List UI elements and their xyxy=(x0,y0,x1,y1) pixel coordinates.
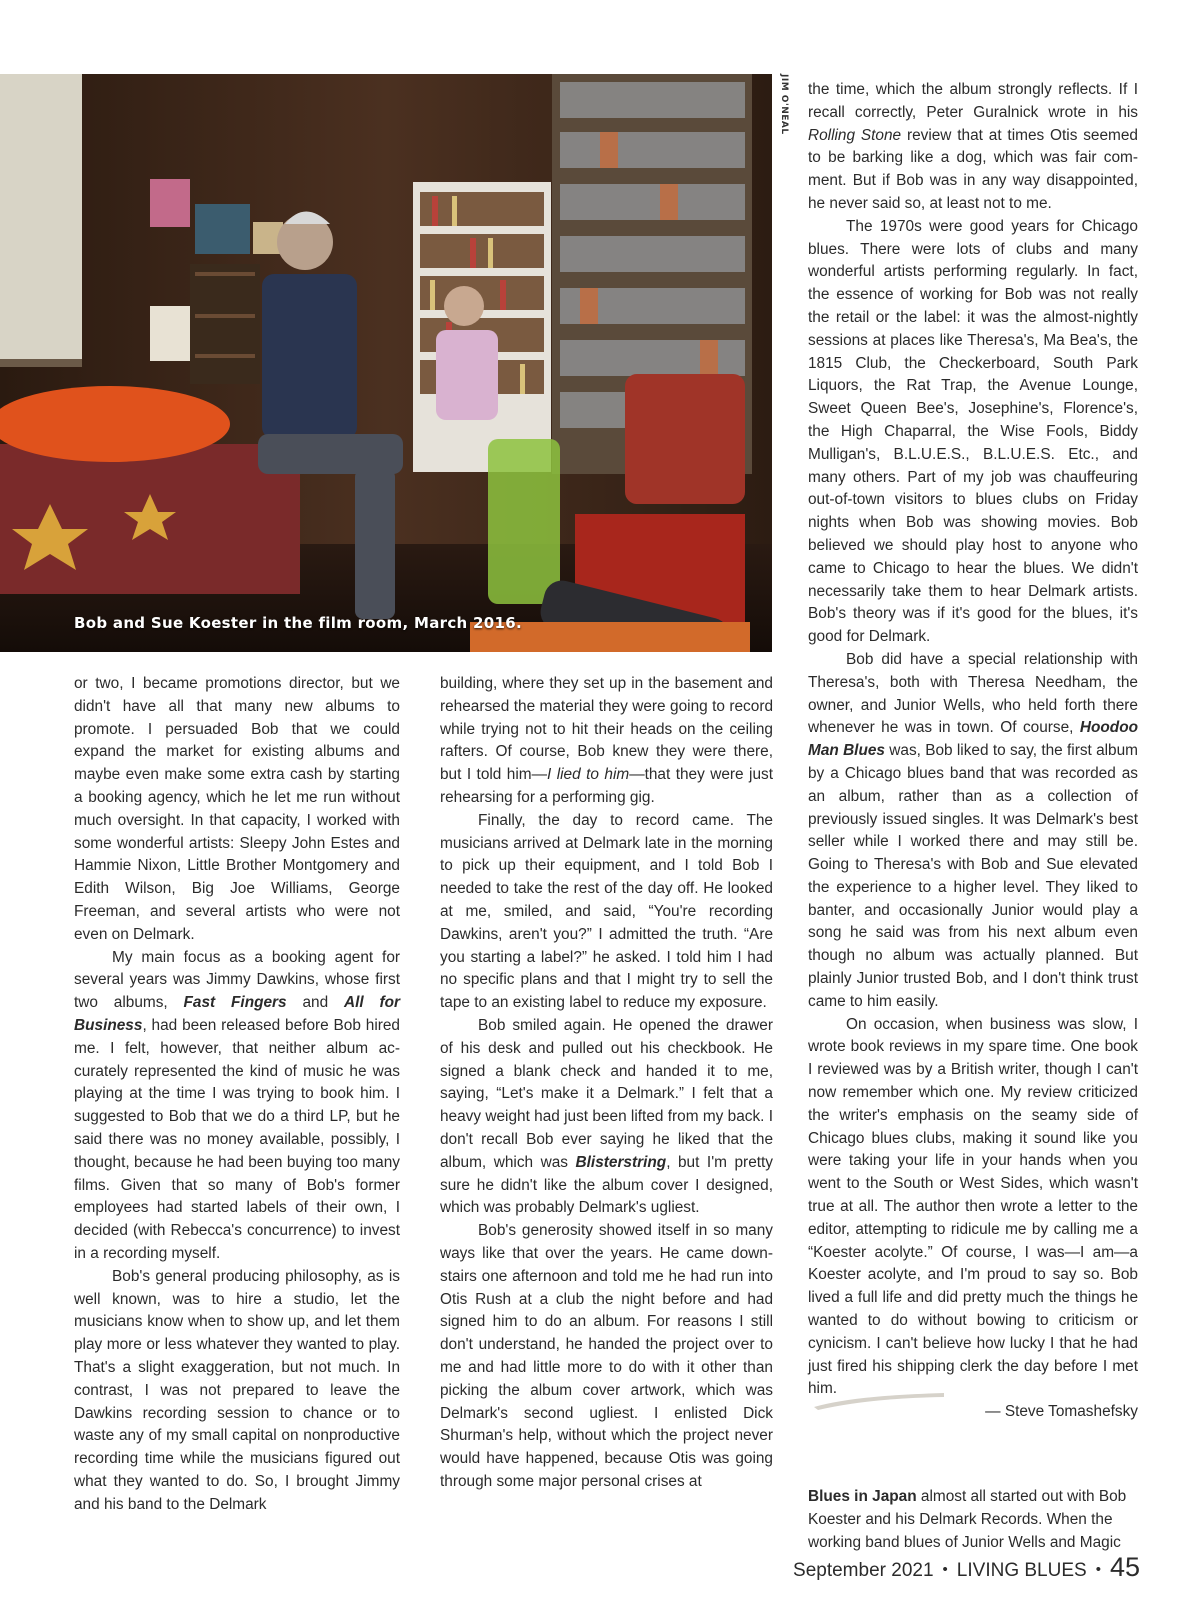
page-number: 45 xyxy=(1109,1552,1140,1582)
film-room-photo-image xyxy=(0,74,772,652)
text-span: , had been released before Bob hired me. I felt, however, that neither album accurately represented the kind of music he was playing at the time I was trying to book him. I suggested to Bob that we do a third LP, but he said there was no money available, possibly, I thought, because he had been buying too many films. Given that so many of Bob's former employees had started labels of their own, I decided (with Rebecca's concurrence) to invest in a recording myself. xyxy=(74,1016,400,1262)
col3-paragraph-1 xyxy=(808,79,1138,216)
text-span: was, Bob liked to say, the first album by a Chicago blues band that was recorded as an album, rather than as a collection of previously issued singles. It was Delmark's best seller while I worked there and may still be. Going to Theresa's with Bob and Sue elevated the experience to a higher level. They liked to banter, and occasionally Junior would play a song he said was from his next album even though no album was actually planned. But plainly Junior trusted Bob, and I don't think trust came to him easily. xyxy=(808,742,1138,1010)
section-spacer xyxy=(808,1424,1138,1486)
author-signature: — Steve Tomashefsky xyxy=(985,1403,1138,1421)
text-span: Bob did have a special relationship with Theresa's, both with Theresa Needham, the owner, and Junior Wells, who held forth there whenever he was in town. Of course, xyxy=(808,650,1138,737)
album-title-fast-fingers: Fast Fingers xyxy=(183,994,287,1012)
text-span: My main focus as a booking agent for several years was Jimmy Dawkins, whose first two albums, xyxy=(74,948,400,1012)
col2-paragraph-2: Finally, the day to record came. The musicians arrived at Delmark late in the morning to pick up their equipment, and I told Bob I needed to take the rest of the day off. He looked at me, smiled, and said, “You're recording Dawkins, aren't you?” I admitted the truth. “Are you starting a label?” he asked. I told him I had no specific plans and that I might try to sell the tape to an existing label to reduce my exposure. xyxy=(440,811,773,1012)
text-span: almost all started out with Bob Koester and his Delmark Records. When the working band blues of Junior Wells and Magic xyxy=(808,1488,1127,1551)
text-span: the time, which the album strongly reflects. If I recall correctly, Peter Guralnick wrote in his xyxy=(808,81,1138,121)
text-span: building, where they set up in the basement and rehearsed the material they were going to record while trying not to hit their heads on the ceiling rafters. Of course, Bob knew they were there, but I told him— xyxy=(440,675,773,784)
next-section-title: Blues in Japan xyxy=(808,1488,917,1506)
col1-paragraph-2 xyxy=(74,947,400,1266)
text-span: Bob smiled again. He opened the drawer of his desk and pulled out his checkbook. He signed a blank check and handed it to me, saying, “Let's make it a Delmark.” I felt that a heavy weight had just been lifted from my back. I don't recall Bob ever saying he liked that the album, which was xyxy=(440,1016,773,1171)
footer-bullet: • xyxy=(1095,1561,1101,1578)
album-title-blisterstring: Blisterstring xyxy=(575,1153,667,1171)
col2-paragraph-1 xyxy=(440,673,773,810)
col2-paragraph-4: Bob's generosity showed itself in so many ways like that over the years. He came downstairs one afternoon and told me he had run into Otis Rush at a club the night before and had signed him to do an album. For reasons I still don't understand, he handed the project over to me and had little more to do with it other than picking the album cover artwork, which was Delmark's second ugliest. I enlisted Dick Shurman's help, without which the project never would have happened, because Otis was going through some major personal crises at xyxy=(440,1222,773,1490)
album-title-hoodoo-man-blues: Hoodoo Man Blues xyxy=(808,719,1138,760)
text-span: review that at times Otis seemed to be barking like a dog, which was fair comment. But if Bob was in any way disappointed, he never said so, at least not to me. xyxy=(808,126,1138,212)
article-column-2 xyxy=(440,673,773,1494)
article-column-1 xyxy=(74,673,400,1516)
italic-phrase: I lied to him xyxy=(547,766,630,784)
magazine-name: LIVING BLUES xyxy=(956,1560,1087,1581)
text-span: and xyxy=(286,994,344,1012)
col3-paragraph-2: The 1970s were good years for Chicago blues. There were lots of clubs and many wonderful artists performing regularly. In fact, the essence of working for Bob was not really the retail or the label: it was the almost-nightly sessions at places like Theresa's, Ma Bea's, the 1815 Club, the Checkerboard, South Park Liquors, the Rat Trap, the Avenue Lounge, Sweet Queen Bee's, Josephine's, Florence's, the High Chaparral, the Wise Fools, Biddy Mulligan's, B.L.U.E.S., B.L.U.E.S. Etc., and many others. Part of my job was chauffeuring out-of-town visitors to blues clubs on Friday nights when Bob was showing movies. Bob believed we should play host to anyone who came to Chicago to hear the blues. We didn't necessarily take them to hear Delmark artists. Bob's theory was if it's good for the blues, it's good for Delmark. xyxy=(808,217,1138,646)
article-column-3 xyxy=(808,79,1138,1554)
col3-paragraph-3 xyxy=(808,649,1138,1014)
col1-paragraph-1: or two, I became promotions director, but we didn't have all that many new albums to promote. I persuaded Bob that we could expand the market for existing albums and maybe even make some extra cash by starting a booking agency, which he let me run without much oversight. In that capacity, I worked with some wonderful artists: Sleepy John Estes and Hammie Nixon, Little Brother Montgomery and Edith Wilson, Big Joe Williams, George Freeman, and several artists who were not even on Delmark. xyxy=(74,675,400,943)
next-section-lead xyxy=(808,1486,1138,1554)
photo-credit: JIM O'NEAL xyxy=(779,74,789,135)
col2-paragraph-3 xyxy=(440,1015,773,1220)
col3-paragraph-4: On occasion, when business was slow, I wrote book reviews in my spare time. One book I reviewed was by a British writer, though I can't now remember which one. My review criticized the writer's emphasis on the seamy side of Chicago blues clubs, making it sound like you were taking your life in your hands when you went to the South or West Sides, which wasn't true at all. The author then wrote a letter to the editor, attempting to ridicule me by calling me a “Koester acolyte.” Of course, I was—I am—a Koester acolyte, and I'm proud to say so. Bob lived a full life and did pretty much the things he wanted to do without bowing to criticism or cynicism. I can't believe how lucky I that he had just fired his shipping clerk the day before I met him. xyxy=(808,1015,1138,1398)
text-span: —that they were just rehearsing for a performing gig. xyxy=(440,766,773,806)
footer-bullet: • xyxy=(942,1561,948,1578)
section-divider-swash xyxy=(812,1389,947,1411)
article-photo xyxy=(0,74,772,652)
col1-paragraph-3: Bob's general producing philosophy, as is well known, was to hire a studio, let the musicians know when to show up, and let them play more or less whatever they wanted to play. That's a slight exaggeration, but not much. In contrast, I was not prepared to leave the Dawkins recording session to chance or to waste any of my small capital on nonproductive recording time while the musicians figured out what they wanted to do. So, I brought Jimmy and his band to the Delmark xyxy=(74,1267,400,1513)
publication-title: Rolling Stone xyxy=(808,126,902,144)
album-title-all-for-business: All for Business xyxy=(74,994,400,1034)
photo-caption: Bob and Sue Koester in the film room, March 2016. xyxy=(74,614,522,632)
text-span: , but I'm pretty sure he didn't like the album cover I designed, which was probably Delmark's ugliest. xyxy=(440,1153,773,1217)
page-footer xyxy=(793,1552,1140,1583)
issue-date: September 2021 xyxy=(793,1560,934,1581)
